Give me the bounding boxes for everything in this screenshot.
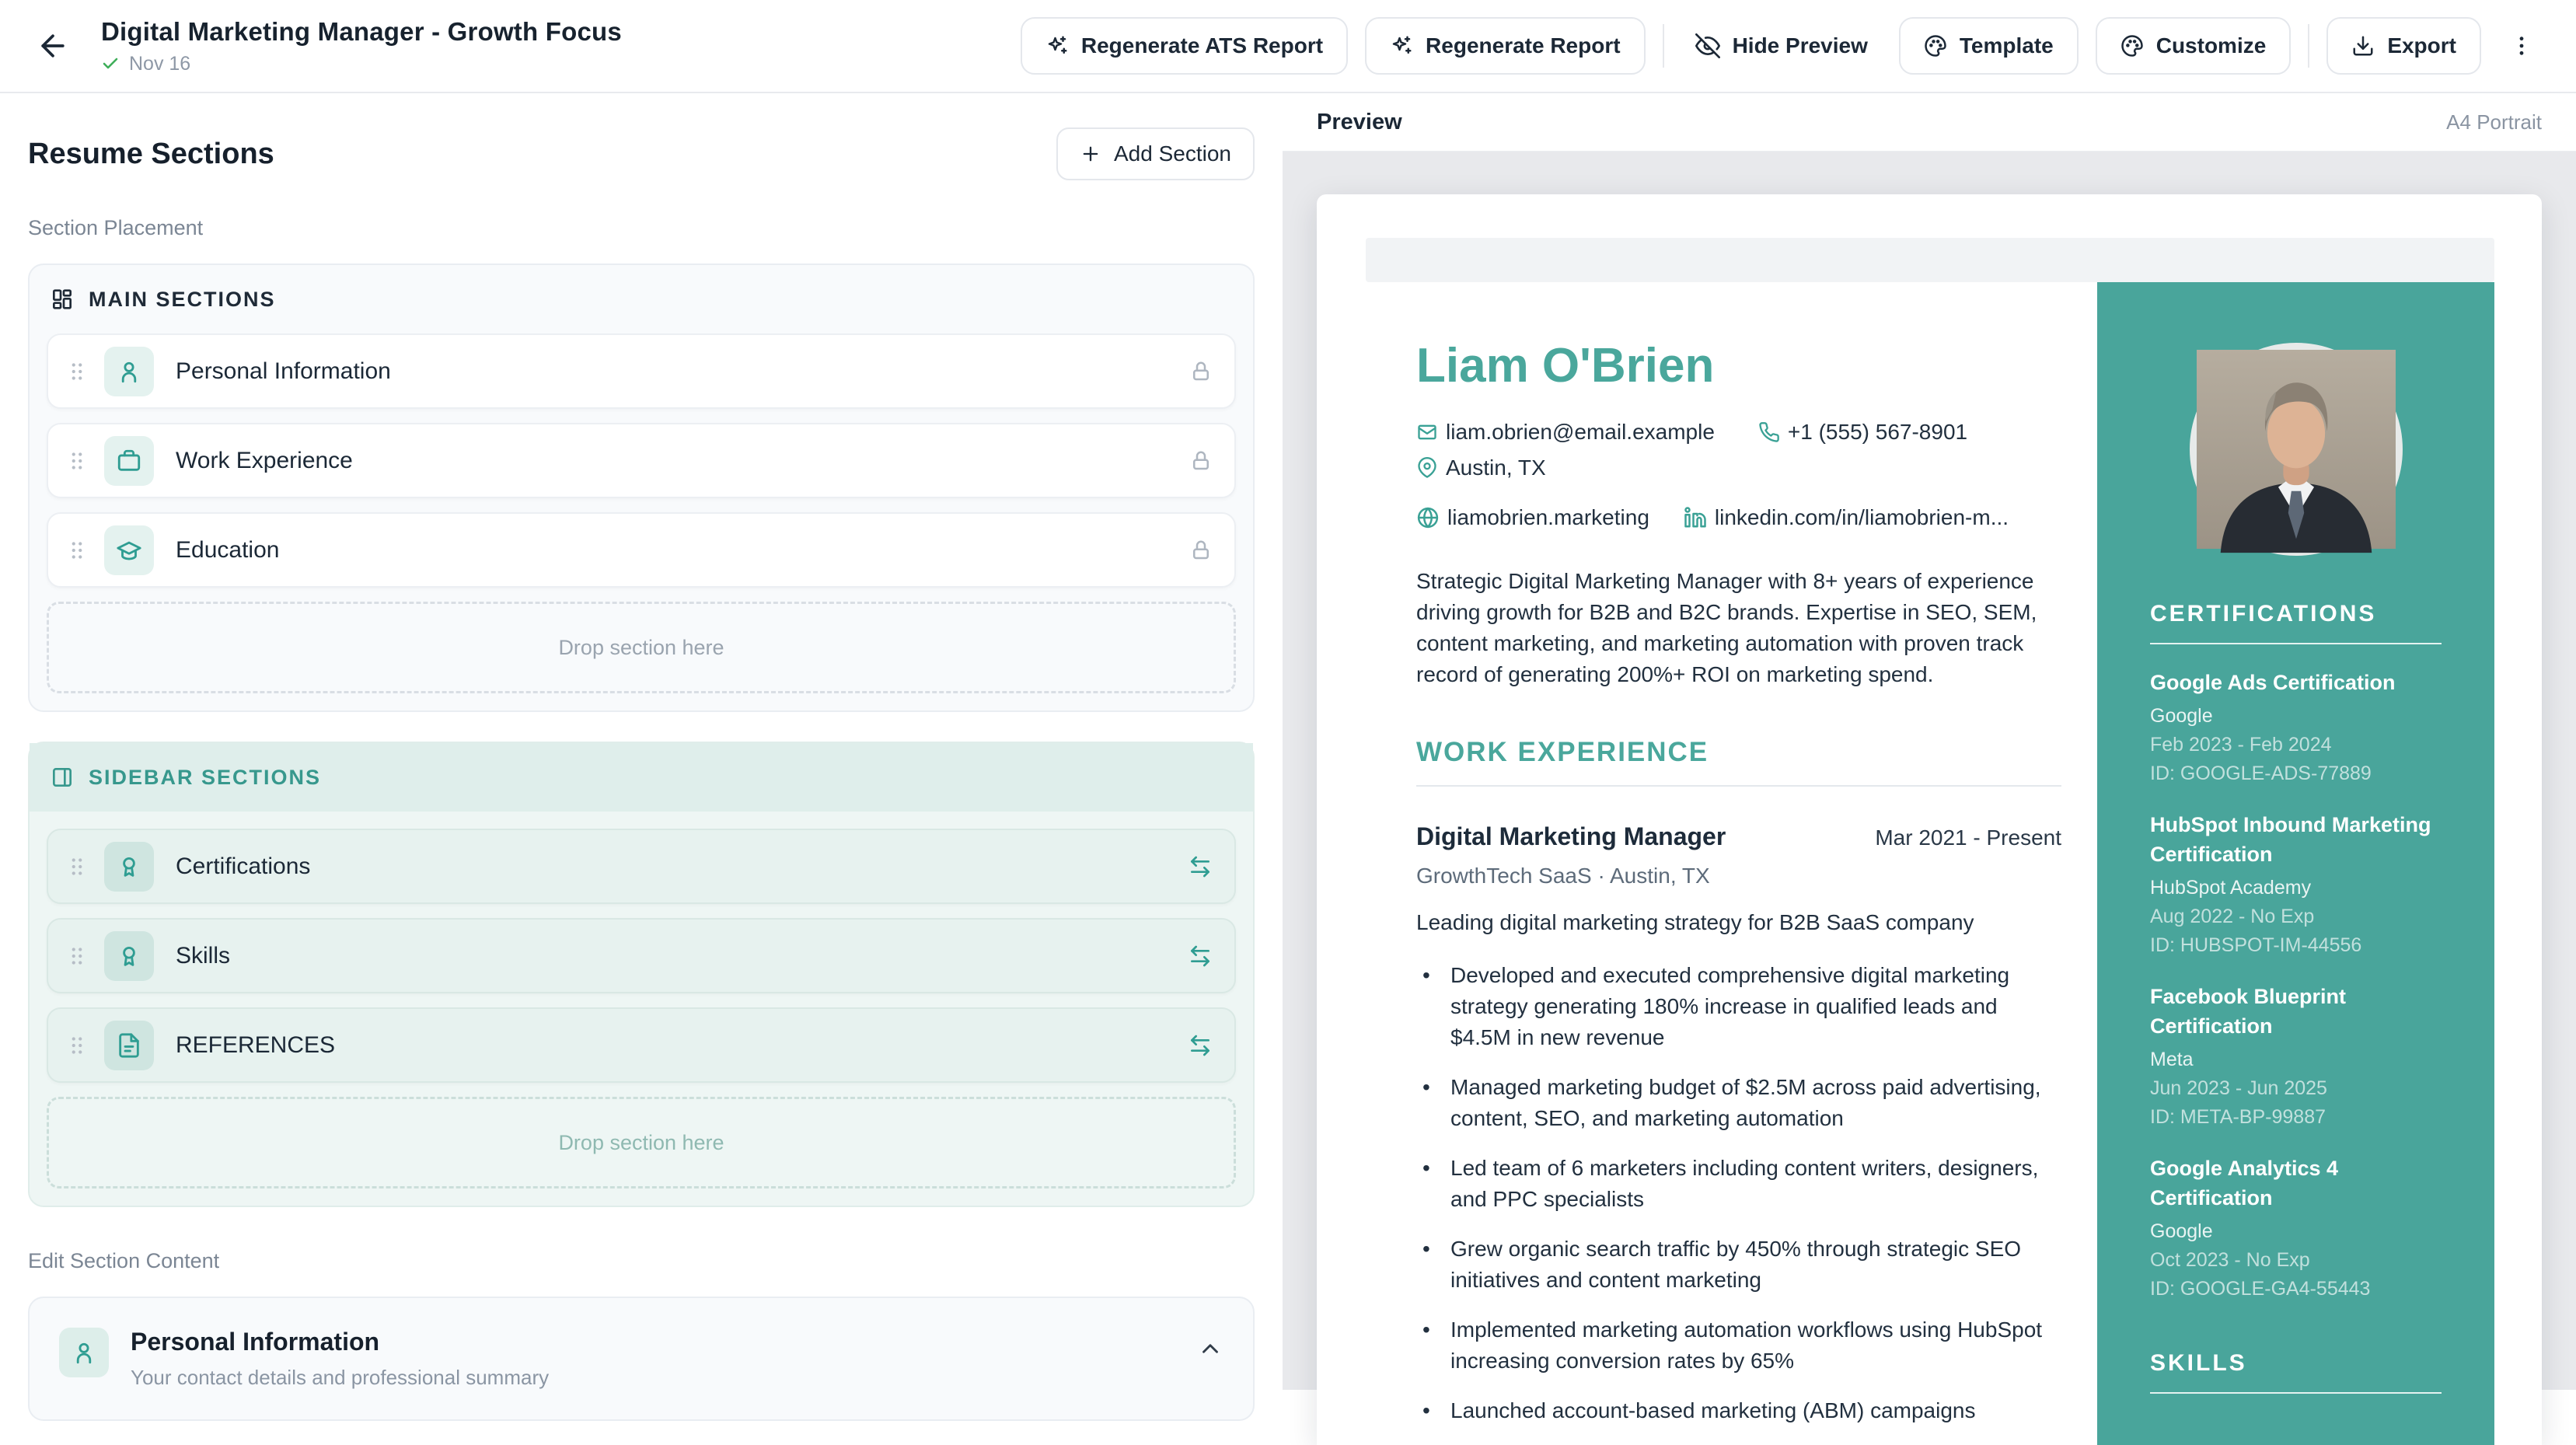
hide-preview-label: Hide Preview [1732,33,1868,58]
section-row-references[interactable] [47,1007,1236,1083]
sparkles-icon [1390,34,1413,58]
drop-hint-text: Drop section here [558,635,724,659]
section-row-work-experience[interactable] [47,423,1236,498]
grip-handle-icon[interactable] [64,448,90,474]
user-icon [59,1328,109,1377]
resume-location: Austin, TX [1416,455,1546,480]
drop-hint-text: Drop section here [558,1130,724,1154]
sidebar-drop-target[interactable] [47,1097,1236,1188]
grip-handle-icon[interactable] [64,1032,90,1059]
more-menu-button[interactable] [2501,17,2542,75]
hide-preview-button[interactable] [1681,17,1882,75]
resume-page [1317,194,2542,1445]
graduation-cap-icon [104,525,154,575]
grip-handle-icon[interactable] [64,358,90,385]
resume-website: liamobrien.marketing [1416,505,1649,530]
customize-label: Customize [2155,33,2267,58]
back-button[interactable] [34,27,72,65]
saved-date: Nov 16 [129,52,191,75]
resume-phone: +1 (555) 567-8901 [1758,420,1967,445]
swap-arrows-icon[interactable] [1188,854,1213,879]
resume-sidebar [2097,282,2494,1445]
regenerate-report-button[interactable] [1365,17,1646,75]
regenerate-report-label: Regenerate Report [1426,33,1621,58]
swap-arrows-icon[interactable] [1188,1033,1213,1058]
document-title: Digital Marketing Manager - Growth Focus [101,16,622,46]
main-sections-heading: MAIN SECTIONS [89,287,276,311]
chevron-up-icon[interactable] [1197,1335,1223,1362]
preview-title: Preview [1317,109,1402,134]
heading-rule [2150,643,2442,644]
job-bullet: • Grew organic search traffic by 450% through strategic SEO initiatives and content marketing [1416,1234,2061,1296]
preview-panel [1283,93,2576,1422]
grip-handle-icon[interactable] [64,853,90,880]
section-row-personal-information[interactable] [47,333,1236,409]
skills-heading: SKILLS [2150,1350,2247,1376]
toolbar-divider [1663,24,1664,68]
job-bullet: • Launched account-based marketing (ABM) campaigns [1416,1395,2061,1426]
job-bullet: • Developed and executed comprehensive digital marketing strategy generating 180% increase in qualified leads and $4.5M in new revenue [1416,960,2061,1053]
panel-right-icon [50,765,75,790]
mail-icon [1416,421,1438,443]
eye-off-icon [1695,33,1720,58]
job-bullet: • Led team of 6 marketers including content writers, designers, and PPC specialists [1416,1153,2061,1215]
regenerate-ats-report-button[interactable] [1021,17,1348,75]
briefcase-icon [104,436,154,486]
edit-section-content-label: Edit Section Content [28,1249,220,1272]
section-row-label: Certifications [176,853,311,879]
toolbar-divider [2308,24,2309,68]
globe-icon [1416,506,1440,529]
add-section-label: Add Section [1114,141,1231,166]
user-icon [104,347,154,396]
resume-main-column [1416,338,2061,1426]
job-lead: Leading digital marketing strategy for B2B SaaS company [1416,910,1974,934]
profile-photo [2190,343,2403,556]
grip-handle-icon[interactable] [64,537,90,564]
certifications-heading: CERTIFICATIONS [2150,601,2377,627]
section-row-education[interactable] [47,512,1236,588]
linkedin-icon [1684,506,1707,529]
resume-name: Liam O'Brien [1416,339,1715,393]
add-section-button[interactable] [1056,127,1255,180]
section-row-label: Personal Information [176,358,391,384]
panel-title: Resume Sections [28,137,274,170]
palette-icon [1924,34,1947,58]
section-placement-label: Section Placement [28,216,204,239]
personal-information-editor-card[interactable] [28,1297,1255,1421]
phone-icon [1758,421,1780,443]
work-experience-heading: WORK EXPERIENCE [1416,737,2061,787]
certification-entry: Google Analytics 4 Certification Google Oct 2023 - No Exp ID: GOOGLE-GA4-55443 [2150,1157,2371,1300]
section-row-certifications[interactable] [47,829,1236,904]
preview-canvas[interactable] [1283,152,2576,1445]
arrow-left-icon [36,29,70,63]
resume-summary: Strategic Digital Marketing Manager with 8+ years of experience driving growth for B2B and B2C brands. Expertise in SEO, SEM, content marketing, and marketing automation with proven track record of generating 200%+ ROI on marketing spend. [1416,569,2037,686]
resume-linkedin: linkedin.com/in/liamobrien-m... [1684,505,2009,530]
certification-entry: HubSpot Inbound Marketing Certification HubSpot Academy Aug 2022 - No Exp ID: HUBSPOT-IM-44556 [2150,813,2431,956]
lock-icon [1189,360,1213,383]
export-button[interactable] [2326,17,2481,75]
plus-icon [1080,143,1101,165]
section-row-label: REFERENCES [176,1031,336,1058]
lock-icon [1189,539,1213,562]
job-bullet: • Managed marketing budget of $2.5M across paid advertising, content, SEO, and marketing automation [1416,1072,2061,1134]
section-row-label: Work Experience [176,447,353,473]
job-company: GrowthTech SaaS · Austin, TX [1416,864,1710,888]
sidebar-sections-heading: SIDEBAR SECTIONS [89,765,322,789]
resume-sections-panel [0,93,1283,1390]
page-format-label: A4 Portrait [2446,110,2542,134]
file-text-icon [104,1021,154,1070]
sidebar-sections-group [28,742,1255,1207]
section-row-skills[interactable] [47,918,1236,993]
job-dates: Mar 2021 - Present [1875,825,2061,850]
main-drop-target[interactable] [47,602,1236,693]
regenerate-ats-report-label: Regenerate ATS Report [1080,33,1324,58]
download-icon [2351,34,2375,58]
grip-handle-icon[interactable] [64,943,90,969]
export-label: Export [2387,33,2456,58]
resume-header-band [1366,238,2494,282]
top-toolbar [0,0,2576,93]
sparkles-icon [1045,34,1069,58]
heading-rule [2150,1392,2442,1394]
main-sections-group [28,264,1255,712]
layout-dashboard-icon [50,287,75,312]
editor-card-title: Personal Information [131,1328,380,1356]
resume-email: liam.obrien@email.example [1416,420,1715,445]
job-bullet: • Implemented marketing automation workflows using HubSpot increasing conversion rates by 65% [1416,1314,2061,1377]
award-icon [104,931,154,981]
customize-button[interactable] [2096,17,2292,75]
lock-icon [1189,449,1213,473]
award-icon [104,842,154,892]
template-label: Template [1959,33,2054,58]
section-row-label: Skills [176,942,231,969]
swap-arrows-icon[interactable] [1188,944,1213,969]
certification-entry: Facebook Blueprint Certification Meta Jun 2023 - Jun 2025 ID: META-BP-99887 [2150,985,2347,1128]
certification-entry: Google Ads Certification Google Feb 2023 - Feb 2024 ID: GOOGLE-ADS-77889 [2150,671,2396,784]
job-bullet-list [1416,960,2061,1426]
job-title: Digital Marketing Manager [1416,822,1726,850]
section-row-label: Education [176,536,280,563]
template-button[interactable] [1899,17,2079,75]
editor-card-subtitle: Your contact details and professional summary [131,1366,550,1389]
more-vertical-icon [2509,33,2534,58]
map-pin-icon [1416,457,1438,479]
document-title-block [101,17,622,75]
check-icon [101,54,120,73]
palette-icon [2120,34,2144,58]
